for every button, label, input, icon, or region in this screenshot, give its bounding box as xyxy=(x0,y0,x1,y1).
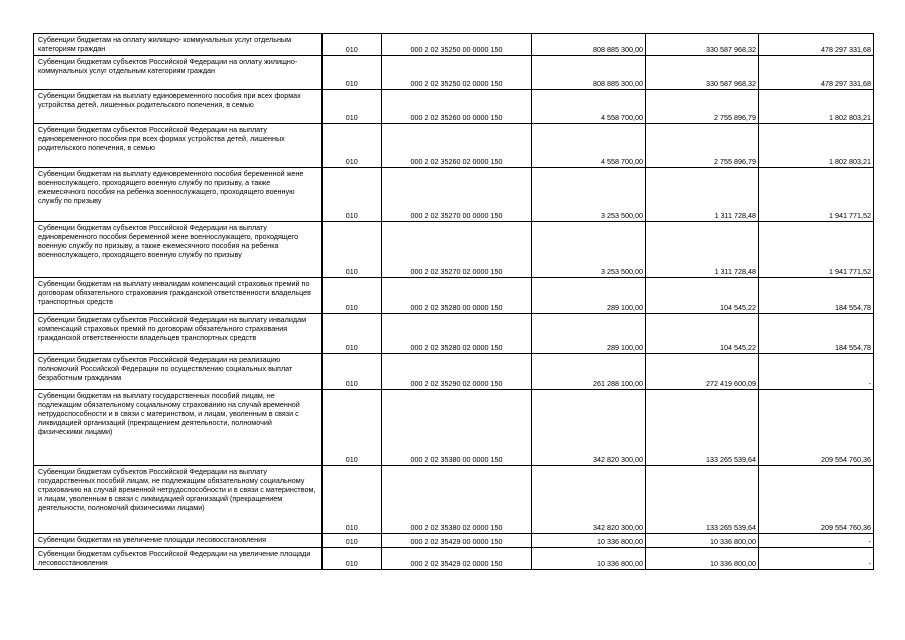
approved-amount-cell: 342 820 300,00 xyxy=(532,466,646,534)
table-body xyxy=(34,34,874,570)
table-row xyxy=(34,278,874,314)
name-cell: Субвенции бюджетам субъектов Российской Федерации на выплату государственных пособий лицам, не подлежащим обязательному социальному страхованию на случай временной нетрудоспособности и в связи с материнством, и лицам, уволенным в связи с ликвидацией организаций (прекращением деятельности, полномочий физическими лицами) xyxy=(34,466,322,534)
approved-amount-cell: 808 885 300,00 xyxy=(532,34,646,56)
approved-amount-cell: 3 253 500,00 xyxy=(532,168,646,222)
remaining-amount-cell: 1 941 771,52 xyxy=(759,168,874,222)
line-code-cell: 010 xyxy=(322,34,382,56)
line-code-cell: 010 xyxy=(322,168,382,222)
remaining-amount-cell: - xyxy=(759,548,874,570)
line-code-cell: 010 xyxy=(322,124,382,168)
budget-class-code-cell: 000 2 02 35380 02 0000 150 xyxy=(382,466,532,534)
name-cell: Субвенции бюджетам на увеличение площади лесовосстановления xyxy=(34,534,322,548)
executed-amount-cell: 2 755 896,79 xyxy=(646,124,759,168)
line-code-cell: 010 xyxy=(322,354,382,390)
table-row xyxy=(34,314,874,354)
remaining-amount-cell: 1 802 803,21 xyxy=(759,124,874,168)
remaining-amount-cell: 209 554 760,36 xyxy=(759,390,874,466)
executed-amount-cell: 104 545,22 xyxy=(646,314,759,354)
budget-class-code-cell: 000 2 02 35429 00 0000 150 xyxy=(382,534,532,548)
remaining-amount-cell: - xyxy=(759,354,874,390)
name-cell: Субвенции бюджетам субъектов Российской Федерации на выплату единовременного пособия беременной жене военнослужащего, проходящего военную службу по призыву, а также ежемесячного пособия на ребенка военнослужащего, проходящего военную службу по призыву xyxy=(34,222,322,278)
table-row xyxy=(34,56,874,90)
remaining-amount-cell: 478 297 331,68 xyxy=(759,34,874,56)
table-row xyxy=(34,222,874,278)
remaining-amount-cell: - xyxy=(759,534,874,548)
executed-amount-cell: 330 587 968,32 xyxy=(646,56,759,90)
name-cell: Субвенции бюджетам на выплату единовременного пособия при всех формах устройства детей, лишенных родительского попечения, в семью xyxy=(34,90,322,124)
line-code-cell: 010 xyxy=(322,314,382,354)
executed-amount-cell: 10 336 800,00 xyxy=(646,548,759,570)
name-cell: Субвенции бюджетам субъектов Российской Федерации на выплату единовременного пособия при всех формах устройства детей, лишенных родительского попечения, в семью xyxy=(34,124,322,168)
name-cell: Субвенции бюджетам на выплату государственных пособий лицам, не подлежащим обязательному социальному страхованию на случай временной нетрудоспособности и в связи с материнством, и лицам, уволенным в связи с ликвидацией организаций (прекращением деятельности, полномочий физическими лицами) xyxy=(34,390,322,466)
approved-amount-cell: 289 100,00 xyxy=(532,278,646,314)
executed-amount-cell: 10 336 800,00 xyxy=(646,534,759,548)
table-row xyxy=(34,548,874,570)
name-cell: Субвенции бюджетам субъектов Российской Федерации на оплату жилищно-коммунальных услуг отдельным категориям граждан xyxy=(34,56,322,90)
line-code-cell: 010 xyxy=(322,278,382,314)
name-cell: Субвенции бюджетам на выплату инвалидам компенсаций страховых премий по договорам обязательного страхования гражданской ответственности владельцев транспортных средств xyxy=(34,278,322,314)
table-row xyxy=(34,90,874,124)
line-code-cell: 010 xyxy=(322,56,382,90)
budget-table xyxy=(33,33,874,570)
approved-amount-cell: 289 100,00 xyxy=(532,314,646,354)
approved-amount-cell: 3 253 500,00 xyxy=(532,222,646,278)
remaining-amount-cell: 1 802 803,21 xyxy=(759,90,874,124)
budget-class-code-cell: 000 2 02 35280 00 0000 150 xyxy=(382,278,532,314)
remaining-amount-cell: 184 554,78 xyxy=(759,314,874,354)
line-code-cell: 010 xyxy=(322,534,382,548)
executed-amount-cell: 1 311 728,48 xyxy=(646,168,759,222)
budget-class-code-cell: 000 2 02 35250 02 0000 150 xyxy=(382,56,532,90)
budget-class-code-cell: 000 2 02 35270 02 0000 150 xyxy=(382,222,532,278)
line-code-cell: 010 xyxy=(322,90,382,124)
remaining-amount-cell: 184 554,78 xyxy=(759,278,874,314)
executed-amount-cell: 133 265 539,64 xyxy=(646,466,759,534)
budget-class-code-cell: 000 2 02 35429 02 0000 150 xyxy=(382,548,532,570)
budget-class-code-cell: 000 2 02 35270 00 0000 150 xyxy=(382,168,532,222)
name-cell: Субвенции бюджетам субъектов Российской Федерации на выплату инвалидам компенсаций страховых премий по договорам обязательного страхования гражданской ответственности владельцев транспортных средств xyxy=(34,314,322,354)
executed-amount-cell: 2 755 896,79 xyxy=(646,90,759,124)
executed-amount-cell: 133 265 539,64 xyxy=(646,390,759,466)
budget-class-code-cell: 000 2 02 35250 00 0000 150 xyxy=(382,34,532,56)
table-row xyxy=(34,534,874,548)
approved-amount-cell: 4 558 700,00 xyxy=(532,90,646,124)
approved-amount-cell: 10 336 800,00 xyxy=(532,548,646,570)
name-cell: Субвенции бюджетам на оплату жилищно- коммунальных услуг отдельным категориям граждан xyxy=(34,34,322,56)
name-cell: Субвенции бюджетам субъектов Российской Федерации на увеличение площади лесовосстановления xyxy=(34,548,322,570)
approved-amount-cell: 342 820 300,00 xyxy=(532,390,646,466)
approved-amount-cell: 808 885 300,00 xyxy=(532,56,646,90)
table-row xyxy=(34,390,874,466)
name-cell: Субвенции бюджетам на выплату единовременного пособия беременной жене военнослужащего, проходящего военную службу по призыву, а также ежемесячного пособия на ребенка военнослужащего, проходящего военную службу по призыву xyxy=(34,168,322,222)
approved-amount-cell: 261 288 100,00 xyxy=(532,354,646,390)
executed-amount-cell: 1 311 728,48 xyxy=(646,222,759,278)
approved-amount-cell: 4 558 700,00 xyxy=(532,124,646,168)
line-code-cell: 010 xyxy=(322,222,382,278)
budget-class-code-cell: 000 2 02 35380 00 0000 150 xyxy=(382,390,532,466)
remaining-amount-cell: 478 297 331,68 xyxy=(759,56,874,90)
remaining-amount-cell: 1 941 771,52 xyxy=(759,222,874,278)
budget-class-code-cell: 000 2 02 35260 02 0000 150 xyxy=(382,124,532,168)
table-row xyxy=(34,34,874,56)
remaining-amount-cell: 209 554 760,36 xyxy=(759,466,874,534)
executed-amount-cell: 330 587 968,32 xyxy=(646,34,759,56)
table-row xyxy=(34,466,874,534)
table-row xyxy=(34,124,874,168)
table-row xyxy=(34,168,874,222)
table-row xyxy=(34,354,874,390)
budget-class-code-cell: 000 2 02 35280 02 0000 150 xyxy=(382,314,532,354)
approved-amount-cell: 10 336 800,00 xyxy=(532,534,646,548)
line-code-cell: 010 xyxy=(322,466,382,534)
executed-amount-cell: 104 545,22 xyxy=(646,278,759,314)
line-code-cell: 010 xyxy=(322,390,382,466)
line-code-cell: 010 xyxy=(322,548,382,570)
budget-class-code-cell: 000 2 02 35260 00 0000 150 xyxy=(382,90,532,124)
name-cell: Субвенции бюджетам субъектов Российской Федерации на реализацию полномочий Российской Федерации по осуществлению социальных выплат безработным гражданам xyxy=(34,354,322,390)
executed-amount-cell: 272 419 600,09 xyxy=(646,354,759,390)
budget-class-code-cell: 000 2 02 35290 02 0000 150 xyxy=(382,354,532,390)
